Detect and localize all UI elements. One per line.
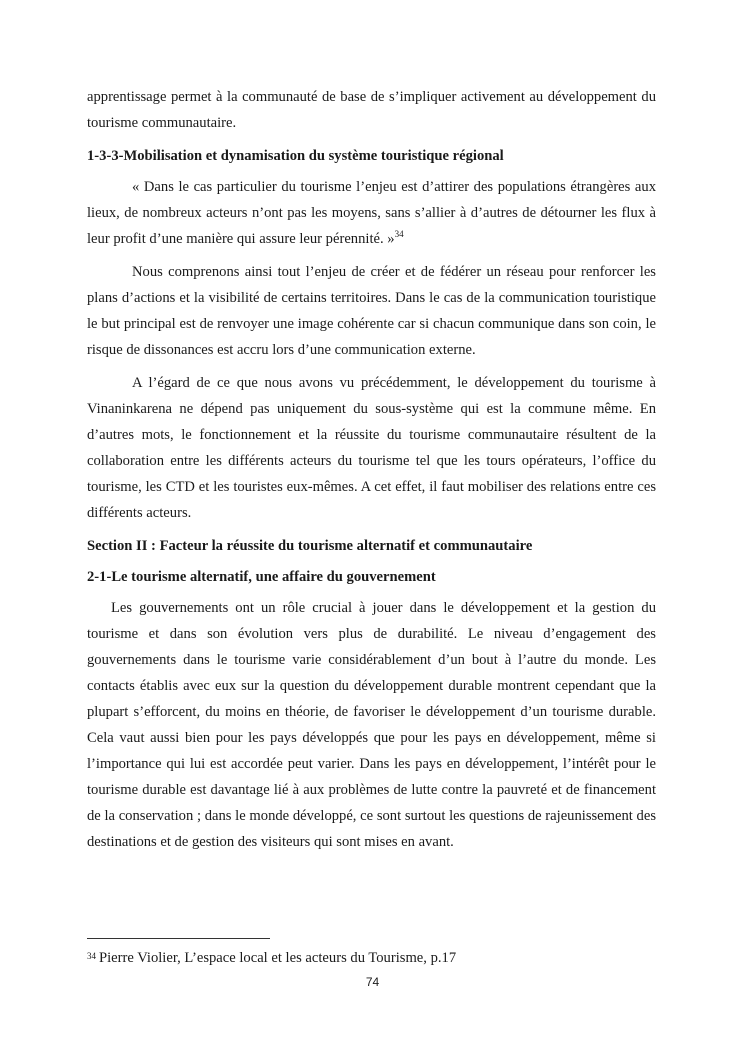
page-number: 74 [365, 975, 380, 989]
paragraph-quote [87, 174, 656, 252]
document-body [87, 84, 656, 855]
paragraph-network: Nous comprenons ainsi tout l’enjeu de créer et de fédérer un réseau pour renforcer les plans d’actions et la visibilité de certains territoires. Dans le cas de la communication touristique le but principal est de renvoyer une image cohérente car si chacun communique dans son coin, le risque de dissonances est accru lors d’une communication externe. [87, 264, 656, 358]
section-heading-section-ii: Section II : Facteur la réussite du tourisme alternatif et communautaire [87, 538, 533, 554]
paragraph-continuation: apprentissage permet à la communauté de base de s’impliquer activement au développement du tourisme communautaire. [87, 89, 656, 131]
footnote-text: Pierre Violier, L’espace local et les acteurs du Tourisme, p.17 [99, 950, 457, 966]
paragraph-governments: Les gouvernements ont un rôle crucial à jouer dans le développement et la gestion du tourisme et dans son évolution vers plus de durabilité. Le niveau d’engagement des gouvernements dans le tourisme varie considérablement d’un bout à l’autre du monde. Les contacts établis avec eux sur la question du développement durable montrent cependant que la plupart s’efforcent, du moins en théorie, de favoriser le développement d’un tourisme durable. Cela vaut aussi bien pour les pays développés que pour les pays en développement, même si l’importance qui lui est accordée peut varier. Dans les pays en développement, l’intérêt pour le tourisme durable est davantage lié à aux problèmes de lutte contre la pauvreté et de financement de la conservation ; dans le monde développé, ce sont surtout les questions de rajeunissement des destinations et de gestion des visiteurs qui sont mises en avant. [87, 600, 656, 850]
footnote-number: 34 [87, 951, 96, 961]
footnote-reference: 34 [394, 229, 404, 240]
footnote [87, 947, 456, 967]
section-heading-1-3-3: 1-3-3-Mobilisation et dynamisation du système touristique régional [87, 148, 504, 164]
footnote-separator [87, 938, 270, 939]
section-heading-2-1: 2-1-Le tourisme alternatif, une affaire du gouvernement [87, 569, 436, 585]
quote-text: « Dans le cas particulier du tourisme l’enjeu est d’attirer des populations étrangères aux lieux, de nombreux acteurs n’ont pas les moyens, sans s’allier à d’autres de détourner les flux à leur profit d’une manière qui assure leur pérennité. » [87, 179, 656, 247]
paragraph-vinaninkarena: A l’égard de ce que nous avons vu précédemment, le développement du tourisme à Vinaninkarena ne dépend pas uniquement du sous-système qui est la commune même. En d’autres mots, le fonctionnement et la réussite du tourisme communautaire résultent de la collaboration entre les différents acteurs du tourisme tel que les tours opérateurs, l’office du tourisme, les CTD et les touristes eux-mêmes. A cet effet, il faut mobiliser des relations entre ces différents acteurs. [87, 375, 656, 521]
